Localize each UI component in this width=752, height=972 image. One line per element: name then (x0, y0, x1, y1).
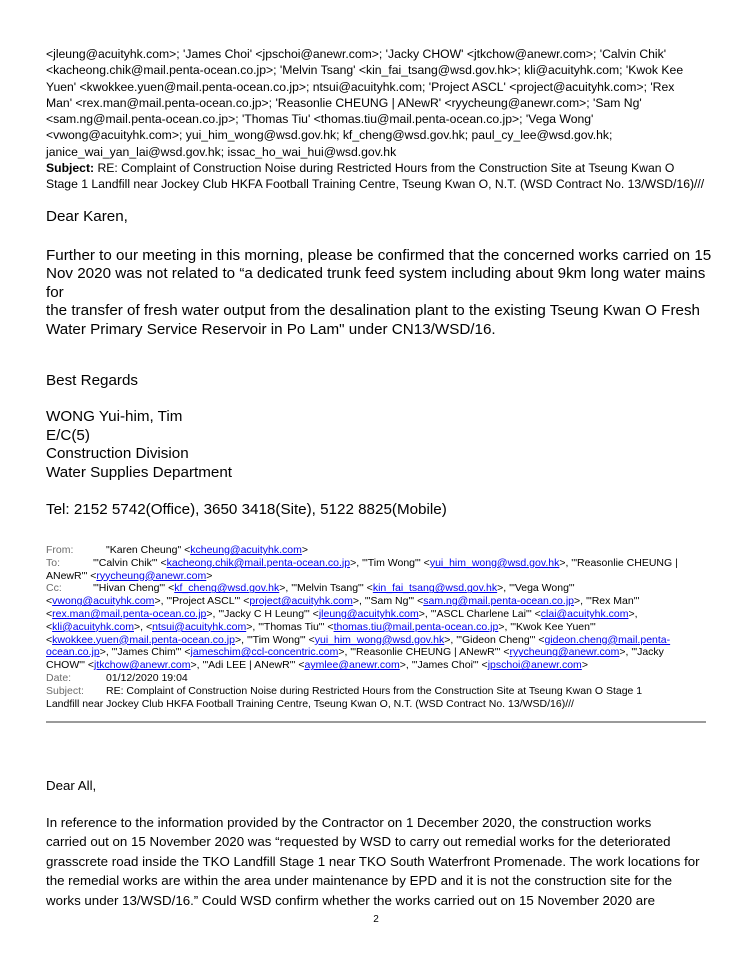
header-date-row (46, 672, 708, 685)
reply-message (46, 208, 726, 519)
cc-text: >, '"Sam Ng"' < (352, 595, 424, 608)
recipient-line: <kacheong.chik@mail.penta-ocean.co.jp>; 'Melvin Tsang' <kin_fai_tsang@wsd.gov.hk>; kli@acuityhk.com; 'Kwok Kee (46, 63, 684, 78)
signature-name: WONG Yui-him, Tim (46, 408, 183, 426)
subject-text: RE: Complaint of Construction Noise during Restricted Hours from the Construction Site at Tseung Kwan O Stage 1 (106, 684, 643, 697)
recipient-line: <jleung@acuityhk.com>; 'James Choi' <jpschoi@anewr.com>; 'Jacky CHOW' <jtkchow@anewr.com>; 'Calvin Chik' (46, 47, 667, 61)
header-divider (46, 721, 706, 723)
cc-label: Cc: (46, 582, 62, 595)
earlier-greeting: Dear All, (46, 778, 97, 793)
reply-body (46, 247, 726, 340)
cc-text: < (46, 633, 53, 646)
to-text: >, '"Tim Wong"' < (350, 556, 430, 569)
to-text: >, '"Reasonlie CHEUNG | (559, 556, 678, 569)
earlier-body-line: carried out on 15 November 2020 was “requested by WSD to carry out remedial works for the deteriorated (46, 834, 671, 850)
cc-email-link[interactable]: gideon.cheng@mail.penta- (544, 633, 671, 646)
cc-text: >, '"Tim Wong"' < (234, 633, 315, 646)
cc-email-link[interactable]: kli@acuityhk.com (52, 620, 134, 633)
cc-text: CHOW"' < (46, 659, 95, 672)
earlier-body-line: the remedial works are within the area under maintenance by EPD and it is not the construction site for the (46, 873, 673, 889)
recipient-line: <vwong@acuityhk.com>; yui_him_wong@wsd.gov.hk; kf_cheng@wsd.gov.hk; paul_cy_lee@wsd.gov.hk; (46, 128, 613, 143)
cc-text: >, '"Rex Man"' (574, 595, 640, 608)
cc-email-link[interactable]: aymlee@anewr.com (304, 659, 400, 672)
to-text: '"Calvin Chik"' < (93, 556, 167, 569)
forwarded-header (46, 544, 708, 710)
signature-title: E/C(5) (46, 426, 90, 444)
cc-text: >, '"Gideon Cheng"' < (444, 633, 545, 646)
date-value: 01/12/2020 19:04 (106, 671, 188, 684)
to-label: To: (46, 556, 61, 569)
cc-email-link[interactable]: kwokkee.yuen@mail.penta-ocean.co.jp (52, 633, 235, 646)
cc-email-link[interactable]: jpschoi@anewr.com (487, 659, 582, 672)
header-to-row (46, 557, 708, 583)
to-email-link[interactable]: ryycheung@anewr.com (96, 569, 207, 582)
from-label: From: (46, 544, 74, 556)
cc-email-link[interactable]: ocean.co.jp (46, 646, 100, 659)
top-subject (46, 160, 716, 176)
to-email-link[interactable]: yui_him_wong@wsd.gov.hk (429, 556, 560, 569)
subject-text-continued: Landfill near Jockey Club HKFA Football Training Centre, Tseung Kwan O, N.T. (WSD Contract No. 13/WSD/16)/// (46, 697, 574, 710)
reply-closing: Best Regards (46, 371, 139, 389)
cc-email-link[interactable]: kf_cheng@wsd.gov.hk (174, 582, 280, 595)
cc-email-link[interactable]: ryycheung@anewr.com (509, 646, 620, 659)
cc-email-link[interactable]: jleung@acuityhk.com (318, 607, 419, 620)
top-recipients-block (46, 46, 716, 193)
cc-text: < (46, 595, 53, 608)
cc-email-link[interactable]: ntsui@acuityhk.com (152, 620, 247, 633)
cc-text: >, '"Kwok Kee Yuen"' (498, 620, 596, 633)
top-subject-text: RE: Complaint of Construction Noise during Restricted Hours from the Construction Site at Tseung Kwan O (94, 161, 675, 176)
cc-email-link[interactable]: clai@acuityhk.com (540, 607, 629, 620)
cc-text: < (46, 607, 53, 620)
cc-email-link[interactable]: jameschim@ccl-concentric.com (190, 646, 339, 659)
signature-department: Water Supplies Department (46, 463, 232, 481)
reply-body-line: the transfer of fresh water output from the desalination plant to the existing Tseung Kwan O Fresh (46, 302, 700, 320)
from-email-link[interactable]: kcheung@acuityhk.com (190, 544, 302, 556)
from-close: > (301, 544, 309, 556)
cc-email-link[interactable]: project@acuityhk.com (249, 595, 353, 608)
signature-telephone: Tel: 2152 5742(Office), 3650 3418(Site), 5122 8825(Mobile) (46, 500, 447, 518)
cc-text: >, '"Reasonlie CHEUNG | ANewR"' < (338, 646, 510, 659)
earlier-message (46, 776, 714, 911)
cc-text: >, '"Adi LEE | ANewR"' < (190, 659, 305, 672)
cc-text: < (46, 620, 53, 633)
cc-text: >, '"Thomas Tiu"' < (246, 620, 334, 633)
to-email-link[interactable]: kacheong.chik@mail.penta-ocean.co.jp (166, 556, 351, 569)
signature-block (46, 408, 726, 482)
reply-body-line: Further to our meeting in this morning, please be confirmed that the concerned works carried on 15 (46, 246, 712, 264)
cc-text: >, '"Jacky (619, 646, 664, 659)
cc-email-link[interactable]: sam.ng@mail.penta-ocean.co.jp (423, 595, 574, 608)
top-subject-label: Subject: (46, 161, 95, 176)
cc-text: '"Hivan Cheng"' < (93, 582, 175, 595)
page-number: 2 (373, 914, 379, 925)
cc-email-link[interactable]: thomas.tiu@mail.penta-ocean.co.jp (333, 620, 499, 633)
cc-email-link[interactable]: rex.man@mail.penta-ocean.co.jp (52, 607, 207, 620)
cc-email-link[interactable]: kin_fai_tsang@wsd.gov.hk (372, 582, 498, 595)
header-subject-row (46, 685, 708, 711)
date-label: Date: (46, 671, 72, 684)
subject-label: Subject: (46, 684, 84, 697)
to-text: ANewR"' < (46, 569, 97, 582)
earlier-body-line: works under 13/WSD/16.” Could WSD confirm whether the works carried out on 15 November 2020 are (46, 892, 655, 908)
cc-text: > (581, 659, 588, 672)
cc-text: >, < (134, 620, 153, 633)
top-subject-continued: Stage 1 Landfill near Jockey Club HKFA Football Training Centre, Tseung Kwan O, N.T. (WSD Contract No. 13/WSD/16)/// (46, 177, 705, 192)
reply-greeting: Dear Karen, (46, 208, 128, 225)
header-from-row (46, 544, 708, 557)
recipient-line: <sam.ng@mail.penta-ocean.co.jp>; 'Thomas Tiu' <thomas.tiu@mail.penta-ocean.co.jp>; 'Vega Wong' (46, 112, 594, 127)
recipient-line: Yuen' <kwokkee.yuen@mail.penta-ocean.co.jp>; ntsui@acuityhk.com; 'Project ASCL' <project@acuityhk.com>; 'Rex (46, 79, 675, 94)
cc-text: >, (628, 607, 638, 620)
from-name: "Karen Cheung" < (106, 544, 191, 556)
signature-division: Construction Division (46, 445, 189, 463)
cc-text: >, '"ASCL Charlene Lai"' < (418, 607, 541, 620)
to-text: > (206, 569, 213, 582)
cc-email-link[interactable]: yui_him_wong@wsd.gov.hk (314, 633, 445, 646)
earlier-body-line: grasscrete road inside the TKO Landfill Stage 1 near TKO South Waterfront Promenade. The work locations for (46, 853, 700, 869)
cc-text: >, '"James Chim"' < (99, 646, 191, 659)
earlier-body-line: In reference to the information provided by the Contractor on 1 December 2020, the construction works (46, 814, 652, 830)
cc-text: >, '"James Choi"' < (399, 659, 488, 672)
header-cc-row (46, 582, 708, 672)
cc-email-link[interactable]: vwong@acuityhk.com (52, 595, 155, 608)
reply-body-line: Water Primary Service Reservoir in Po Lam" under CN13/WSD/16. (46, 320, 496, 338)
cc-text: >, '"Project ASCL"' < (154, 595, 250, 608)
reply-body-line: Nov 2020 was not related to “a dedicated trunk feed system including about 9km long water mains for (46, 265, 706, 301)
cc-text: >, '"Jacky C H Leung"' < (206, 607, 319, 620)
cc-text: >, '"Melvin Tsang"' < (279, 582, 373, 595)
cc-text: >, '"Vega Wong"' (497, 582, 575, 595)
recipient-line: Man' <rex.man@mail.penta-ocean.co.jp>; 'Reasonlie CHEUNG | ANewR' <ryycheung@anewr.com>; 'Sam Ng' (46, 95, 642, 110)
recipient-line: janice_wai_yan_lai@wsd.gov.hk; issac_ho_wai_hui@wsd.gov.hk (46, 144, 397, 159)
cc-email-link[interactable]: jtkchow@anewr.com (94, 659, 191, 672)
